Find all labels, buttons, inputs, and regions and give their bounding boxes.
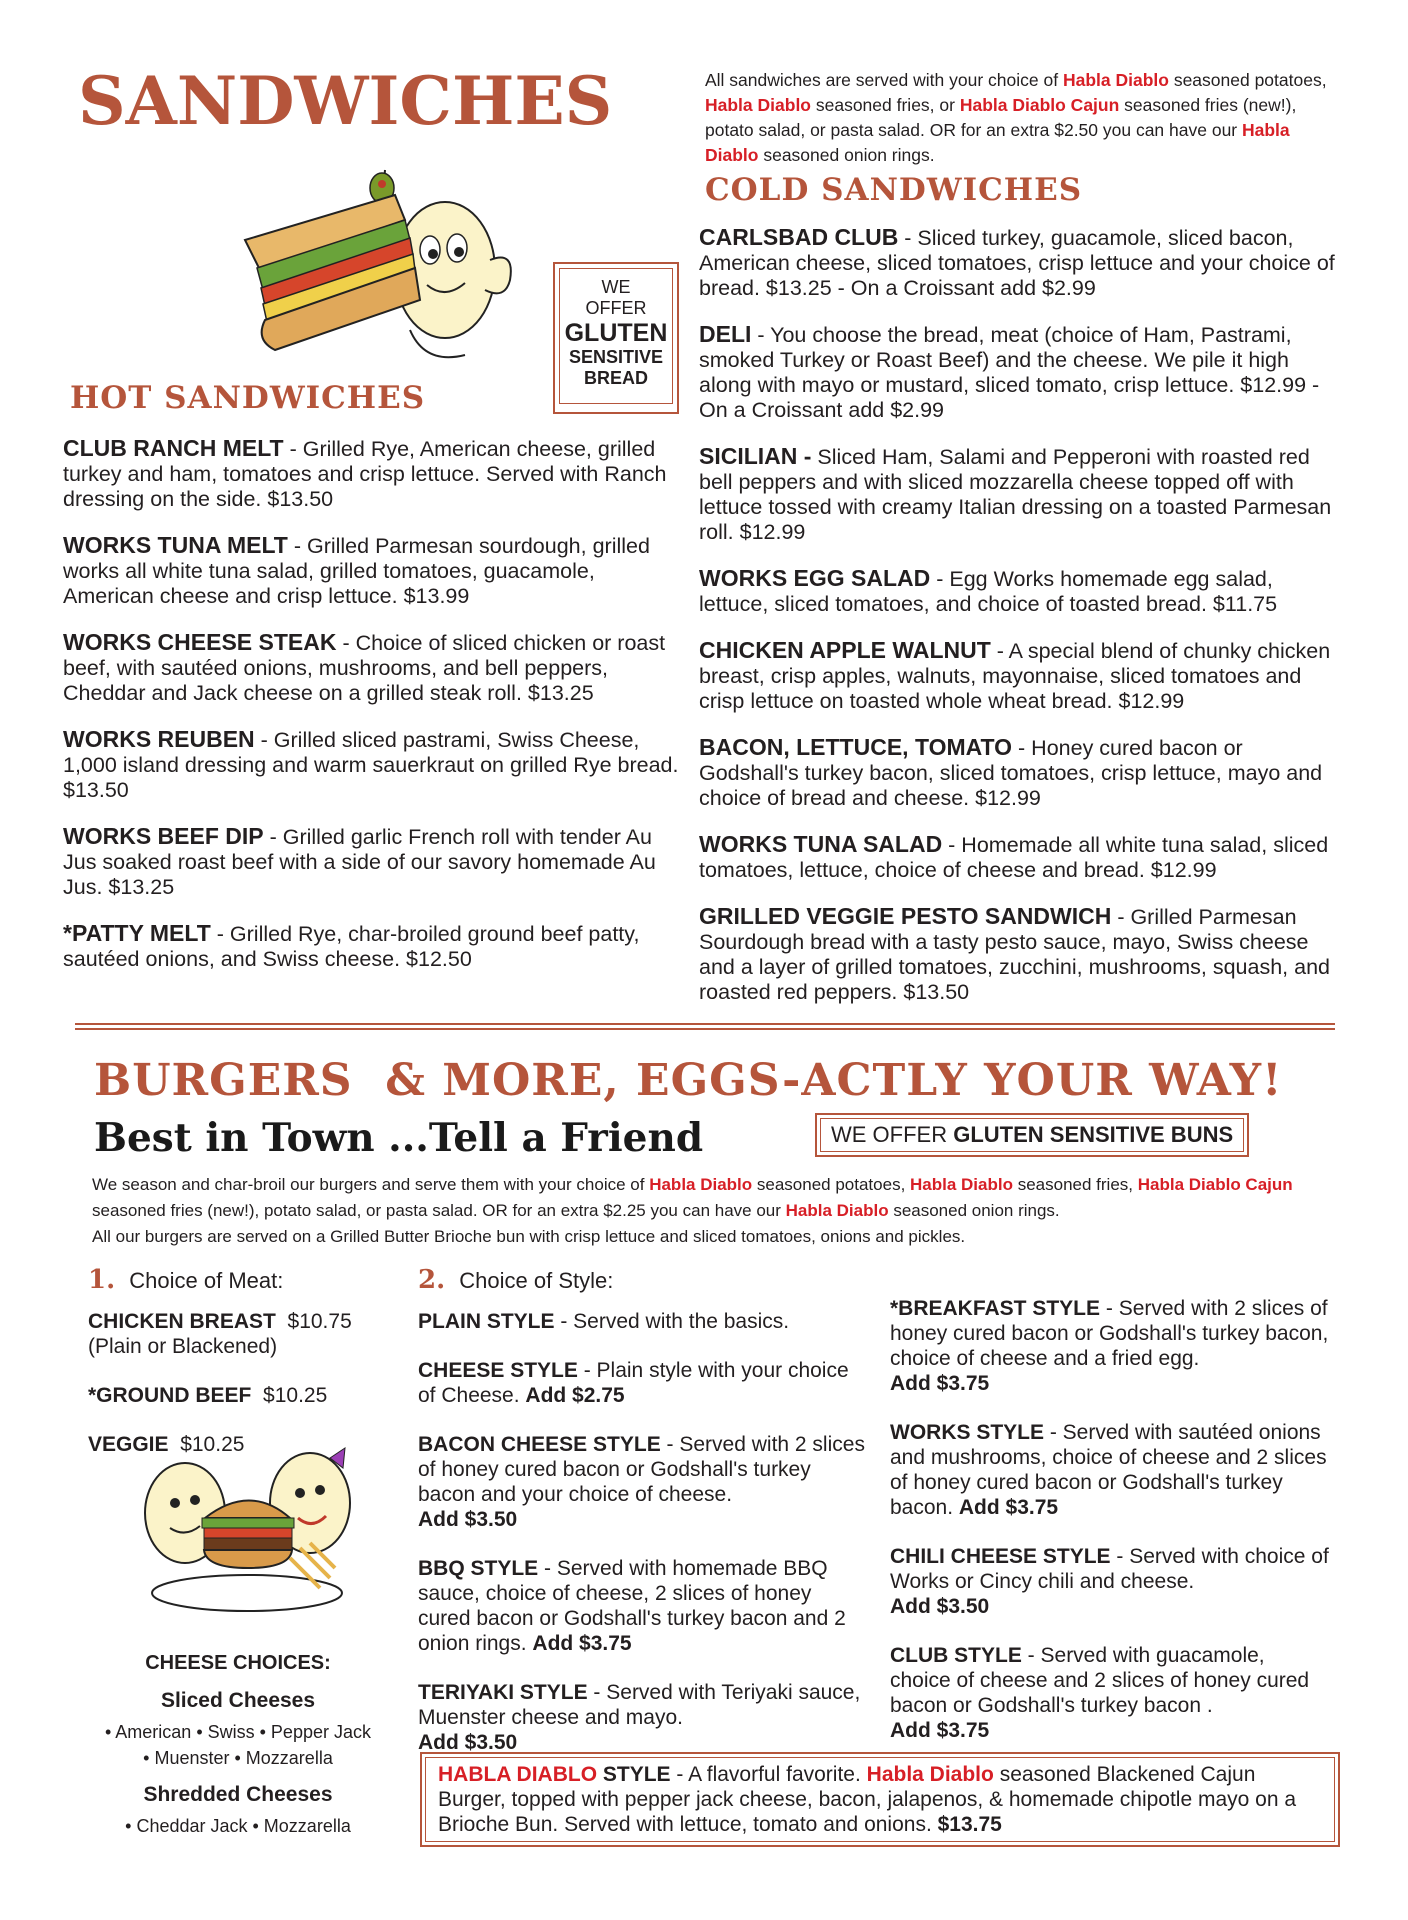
gluten-badge-line: WE [601,277,631,297]
sandwich-cartoon-illustration [235,150,520,370]
meat-option: VEGGIE $10.25 [88,1433,245,1456]
menu-item: CHICKEN APPLE WALNUT - A special blend of chunky chicken breast, crisp apples, walnuts, mayonnaise, sliced tomatoes and crisp lettuce on toasted whole wheat bread. $12.99 [699,637,1331,713]
cheese-heading: CHEESE CHOICES: [145,1652,331,1674]
burgers-heading: BURGERS & MORE, EGGS-ACTLY YOUR WAY! [94,1055,1283,1106]
menu-item: WORKS REUBEN - Grilled sliced pastrami, Swiss Cheese, 1,000 island dressing and warm sauerkraut on grilled Rye bread. $13.50 [63,726,679,802]
menu-item: CLUB RANCH MELT - Grilled Rye, American cheese, grilled turkey and ham, tomatoes and crisp lettuce. Served with Ranch dressing on the side. $13.50 [63,435,667,511]
cold-sandwiches-heading: COLD SANDWICHES [705,172,1083,208]
gluten-badge-line: SENSITIVE [568,347,664,367]
menu-item: CARLSBAD CLUB - Sliced turkey, guacamole, sliced bacon, American cheese, sliced tomatoes, crisp lettuce and your choice of bread. $13.25 - On a Croissant add $2.99 [699,224,1335,300]
page-title: SANDWICHES [78,62,613,140]
burgers-tagline: Best in Town ...Tell a Friend [94,1115,704,1161]
menu-item: *PATTY MELT - Grilled Rye, char-broiled ground beef patty, sautéed onions, and Swiss cheese. $12.50 [63,920,640,971]
style-option: BACON CHEESE STYLE - Served with 2 slices of honey cured bacon or Godshall's turkey bacon and your choice of cheese. Add $3.50 [418,1433,865,1531]
meat-option: *GROUND BEEF $10.25 [88,1384,328,1407]
style-option: CHILI CHEESE STYLE - Served with choice of Works or Cincy chili and cheese. Add $3.50 [890,1545,1329,1618]
cold-sandwiches-list [699,225,1339,1026]
menu-item: WORKS BEEF DIP - Grilled garlic French roll with tender Au Jus soaked roast beef with a side of our savory homemade Au Jus. $13.25 [63,823,656,899]
shredded-cheese-list: • Cheddar Jack • Mozzarella [125,1816,351,1836]
menu-item: SICILIAN - Sliced Ham, Salami and Pepperoni with roasted red bell peppers and with sliced mozzarella cheese topped off with lettuce tossed with creamy Italian dressing on a toasted Parmesan roll. $12.99 [699,443,1332,544]
menu-item: BACON, LETTUCE, TOMATO - Honey cured bacon or Godshall's turkey bacon, sliced tomatoes, crisp lettuce, mayo and choice of bread and cheese. $12.99 [699,734,1323,810]
style-option: CLUB STYLE - Served with guacamole, choice of cheese and 2 slices of honey cured bacon or Godshall's turkey bacon . Add $3.75 [890,1644,1310,1742]
style-option: WORKS STYLE - Served with sautéed onions and mushrooms, choice of cheese and 2 slices of honey cured bacon or Godshall's turkey bacon. Add $3.75 [890,1421,1327,1519]
shredded-cheese-heading: Shredded Cheeses [143,1783,333,1806]
gluten-bread-badge [553,262,679,414]
sandwich-intro: All sandwiches are served with your choice of Habla Diablo seasoned potatoes, Habla Diablo seasoned fries, or Habla Diablo Cajun seasoned fries (new!), potato salad, or pasta salad. OR for an extra $2.50 you can have our Habla Diablo seasoned onion rings. [705,70,1327,165]
sliced-cheese-list: • Muenster • Mozzarella [143,1748,333,1768]
meat-option: CHICKEN BREAST $10.75 (Plain or Blackened) [88,1310,352,1358]
style-option: TERIYAKI STYLE - Served with Teriyaki sauce, Muenster cheese and mayo. Add $3.50 [418,1681,861,1754]
style-option: CHEESE STYLE - Plain style with your choice of Cheese. Add $2.75 [418,1359,849,1407]
style-option: *BREAKFAST STYLE - Served with 2 slices of honey cured bacon or Godshall's turkey bacon, choice of cheese and a fried egg. Add $3.75 [890,1297,1329,1395]
gluten-badge-line: GLUTEN [564,319,668,347]
menu-item: WORKS CHEESE STEAK - Choice of sliced chicken or roast beef, with sautéed onions, mushrooms, and bell peppers, Cheddar and Jack cheese on a grilled steak roll. $13.25 [63,629,666,705]
step-number: 2. [418,1265,446,1295]
menu-item: WORKS EGG SALAD - Egg Works homemade egg salad, lettuce, sliced tomatoes, and choice of toasted bread. $11.75 [699,565,1278,616]
style-label: Choice of Style: [459,1268,614,1293]
hot-sandwiches-heading: HOT SANDWICHES [70,380,426,416]
gluten-buns-badge: WE OFFER GLUTEN SENSITIVE BUNS [815,1113,1249,1157]
menu-item: WORKS TUNA SALAD - Homemade all white tuna salad, sliced tomatoes, lettuce, choice of cheese and bread. $12.99 [699,831,1329,882]
gluten-badge-line: OFFER [585,298,647,318]
habla-diablo-style-box: HABLA DIABLO STYLE - A flavorful favorite. Habla Diablo seasoned Blackened Cajun Burger, topped with pepper jack cheese, bacon, jalapenos, & homemade chipotle mayo on a Brioche Bun. Served with lettuce, tomato and onions. $13.75 [420,1752,1340,1847]
gluten-badge-line: BREAD [583,368,648,388]
sliced-cheese-list: • American • Swiss • Pepper Jack [104,1722,371,1742]
menu-item: WORKS TUNA MELT - Grilled Parmesan sourdough, grilled works all white tuna salad, grilled tomatoes, guacamole, American cheese and crisp lettuce. $13.99 [63,532,650,608]
style-column-right [890,1296,1330,1767]
cheese-choices [88,1652,388,1839]
style-column-left [418,1265,868,1779]
section-divider [75,1023,1335,1030]
hot-sandwiches-list [63,436,688,993]
burger-cartoon-illustration [140,1438,355,1618]
step-number: 1. [88,1265,116,1295]
burgers-intro: We season and char-broil our burgers and serve them with your choice of Habla Diablo seasoned potatoes, Habla Diablo seasoned fries, Habla Diablo Cajun seasoned fries (new!), potato salad, or pasta salad. OR for an extra $2.25 you can have our Habla Diablo seasoned onion rings. All our burgers are served on a Grilled Butter Brioche bun with crisp lettuce and sliced tomatoes, onions and pickles. [92,1175,1293,1246]
style-option: PLAIN STYLE - Served with the basics. [418,1310,790,1333]
menu-item: DELI - You choose the bread, meat (choice of Ham, Pastrami, smoked Turkey or Roast Beef) and the cheese. We pile it high along with mayo or mustard, sliced tomato, crisp lettuce. $12.99 - On a Croissant add $2.99 [699,321,1320,422]
sliced-cheese-heading: Sliced Cheeses [160,1689,316,1712]
menu-item: GRILLED VEGGIE PESTO SANDWICH - Grilled Parmesan Sourdough bread with a tasty pesto sauce, mayo, Swiss cheese and a layer of grilled tomatoes, zucchini, mushrooms, squash, and roasted red peppers. $13.50 [699,903,1330,1004]
style-option: BBQ STYLE - Served with homemade BBQ sauce, choice of cheese, 2 slices of honey cured bacon or Godshall's turkey bacon and 2 onion rings. Add $3.75 [418,1557,846,1655]
meat-label: Choice of Meat: [129,1268,284,1293]
